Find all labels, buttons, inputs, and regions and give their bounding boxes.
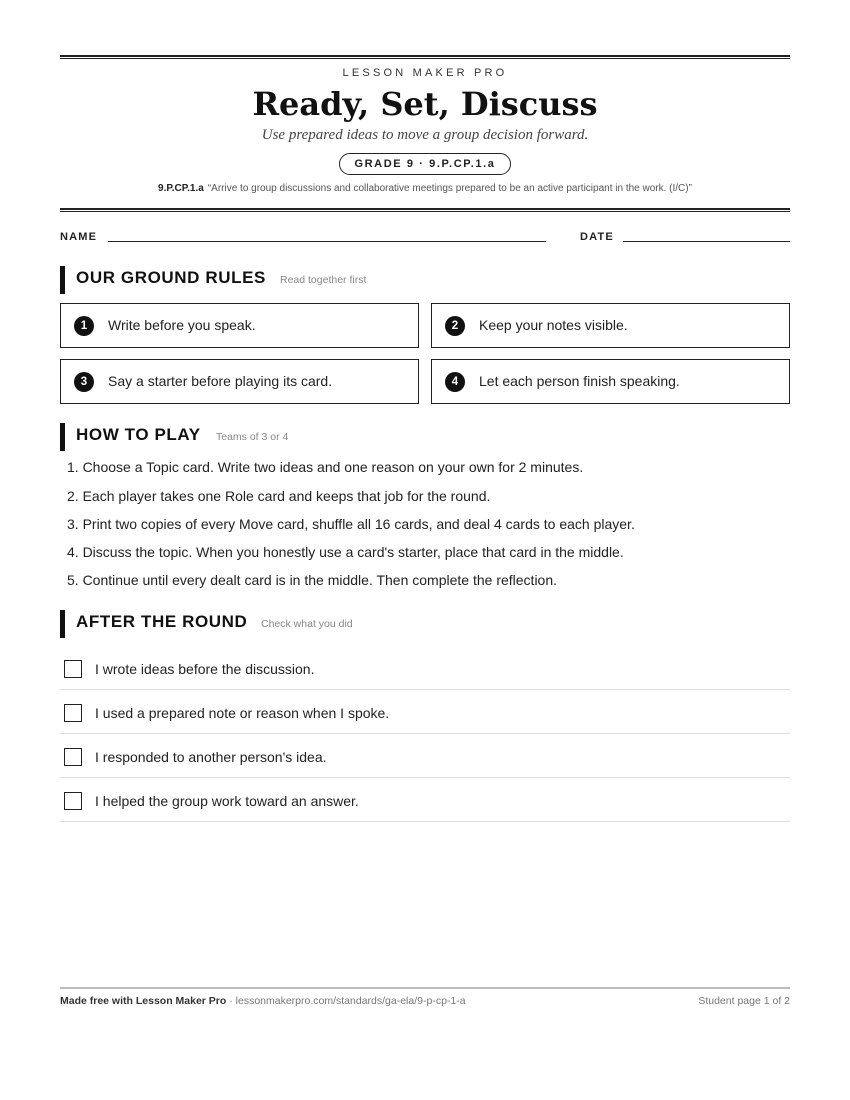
after-round-heading — [60, 610, 790, 638]
instruction-step: 1. Choose a Topic card. Write two ideas and one reason on your own for 2 minutes. — [67, 459, 584, 475]
name-field[interactable] — [108, 241, 546, 242]
section-accent-bar — [60, 266, 65, 294]
reflection-item — [60, 646, 790, 690]
reflection-item — [60, 690, 790, 734]
footer-made-with: Made free with Lesson Maker Pro — [60, 995, 227, 1007]
brand-name: LESSON MAKER PRO — [342, 67, 508, 79]
rule-text: Let each person finish speaking. — [479, 373, 680, 389]
ground-rule-card — [431, 359, 790, 404]
standard-text: “Arrive to group discussions and collaborative meetings prepared to be an active participant in the work. (I/C)” — [207, 183, 692, 194]
footer-page-number: Student page 1 of 2 — [698, 995, 790, 1007]
instruction-step: 3. Print two copies of every Move card, shuffle all 16 cards, and deal 4 cards to each player. — [67, 516, 635, 532]
top-divider — [60, 55, 790, 59]
standard-line — [60, 183, 790, 194]
reflection-checkbox[interactable] — [64, 704, 82, 722]
instruction-step: 2. Each player takes one Role card and keeps that job for the round. — [67, 488, 491, 504]
footer-divider — [60, 987, 790, 989]
instruction-step: 4. Discuss the topic. When you honestly use a card's starter, place that card in the middle. — [67, 544, 624, 560]
ground-rule-card — [60, 303, 419, 348]
section-accent-bar — [60, 610, 65, 638]
date-field[interactable] — [623, 241, 790, 242]
ground-rule-card — [431, 303, 790, 348]
reflection-text: I used a prepared note or reason when I spoke. — [95, 705, 390, 721]
reflection-text: I responded to another person's idea. — [95, 749, 327, 765]
standard-code: 9.P.CP.1.a — [158, 183, 204, 194]
after-round-note: Check what you did — [261, 618, 353, 630]
how-to-play-title: HOW TO PLAY — [76, 425, 201, 444]
rule-number: 2 — [445, 316, 465, 336]
date-label: DATE — [580, 231, 614, 243]
section-accent-bar — [60, 423, 65, 451]
instruction-step: 5. Continue until every dealt card is in the middle. Then complete the reflection. — [67, 572, 558, 588]
footer-url[interactable]: · lessonmakerpro.com/standards/ga-ela/9-p-cp-1-a — [226, 995, 466, 1007]
ground-rules-title: OUR GROUND RULES — [76, 268, 266, 287]
grade-badge: GRADE 9 · 9.P.CP.1.a — [339, 153, 510, 175]
name-label: NAME — [60, 231, 98, 243]
reflection-text: I helped the group work toward an answer. — [95, 793, 359, 809]
how-to-play-note: Teams of 3 or 4 — [216, 431, 289, 443]
reflection-item — [60, 778, 790, 822]
how-to-play-heading — [60, 423, 790, 451]
rule-number: 4 — [445, 372, 465, 392]
rule-text: Say a starter before playing its card. — [108, 373, 333, 389]
reflection-checkbox[interactable] — [64, 792, 82, 810]
ground-rule-card — [60, 359, 419, 404]
page-title: Ready, Set, Discuss — [252, 85, 598, 123]
footer-credit — [60, 995, 466, 1007]
header-divider — [60, 208, 790, 212]
ground-rules-note: Read together first — [280, 274, 367, 286]
rule-text: Keep your notes visible. — [479, 317, 628, 333]
rule-number: 3 — [74, 372, 94, 392]
reflection-text: I wrote ideas before the discussion. — [95, 661, 315, 677]
ground-rules-heading — [60, 266, 790, 294]
reflection-item — [60, 734, 790, 778]
worksheet-page — [60, 0, 790, 1100]
grade-pill-wrap — [60, 153, 790, 175]
reflection-checkbox[interactable] — [64, 748, 82, 766]
after-round-title: AFTER THE ROUND — [76, 612, 248, 631]
reflection-checkbox[interactable] — [64, 660, 82, 678]
rule-text: Write before you speak. — [108, 317, 256, 333]
rule-number: 1 — [74, 316, 94, 336]
page-subtitle: Use prepared ideas to move a group decision forward. — [261, 127, 589, 143]
